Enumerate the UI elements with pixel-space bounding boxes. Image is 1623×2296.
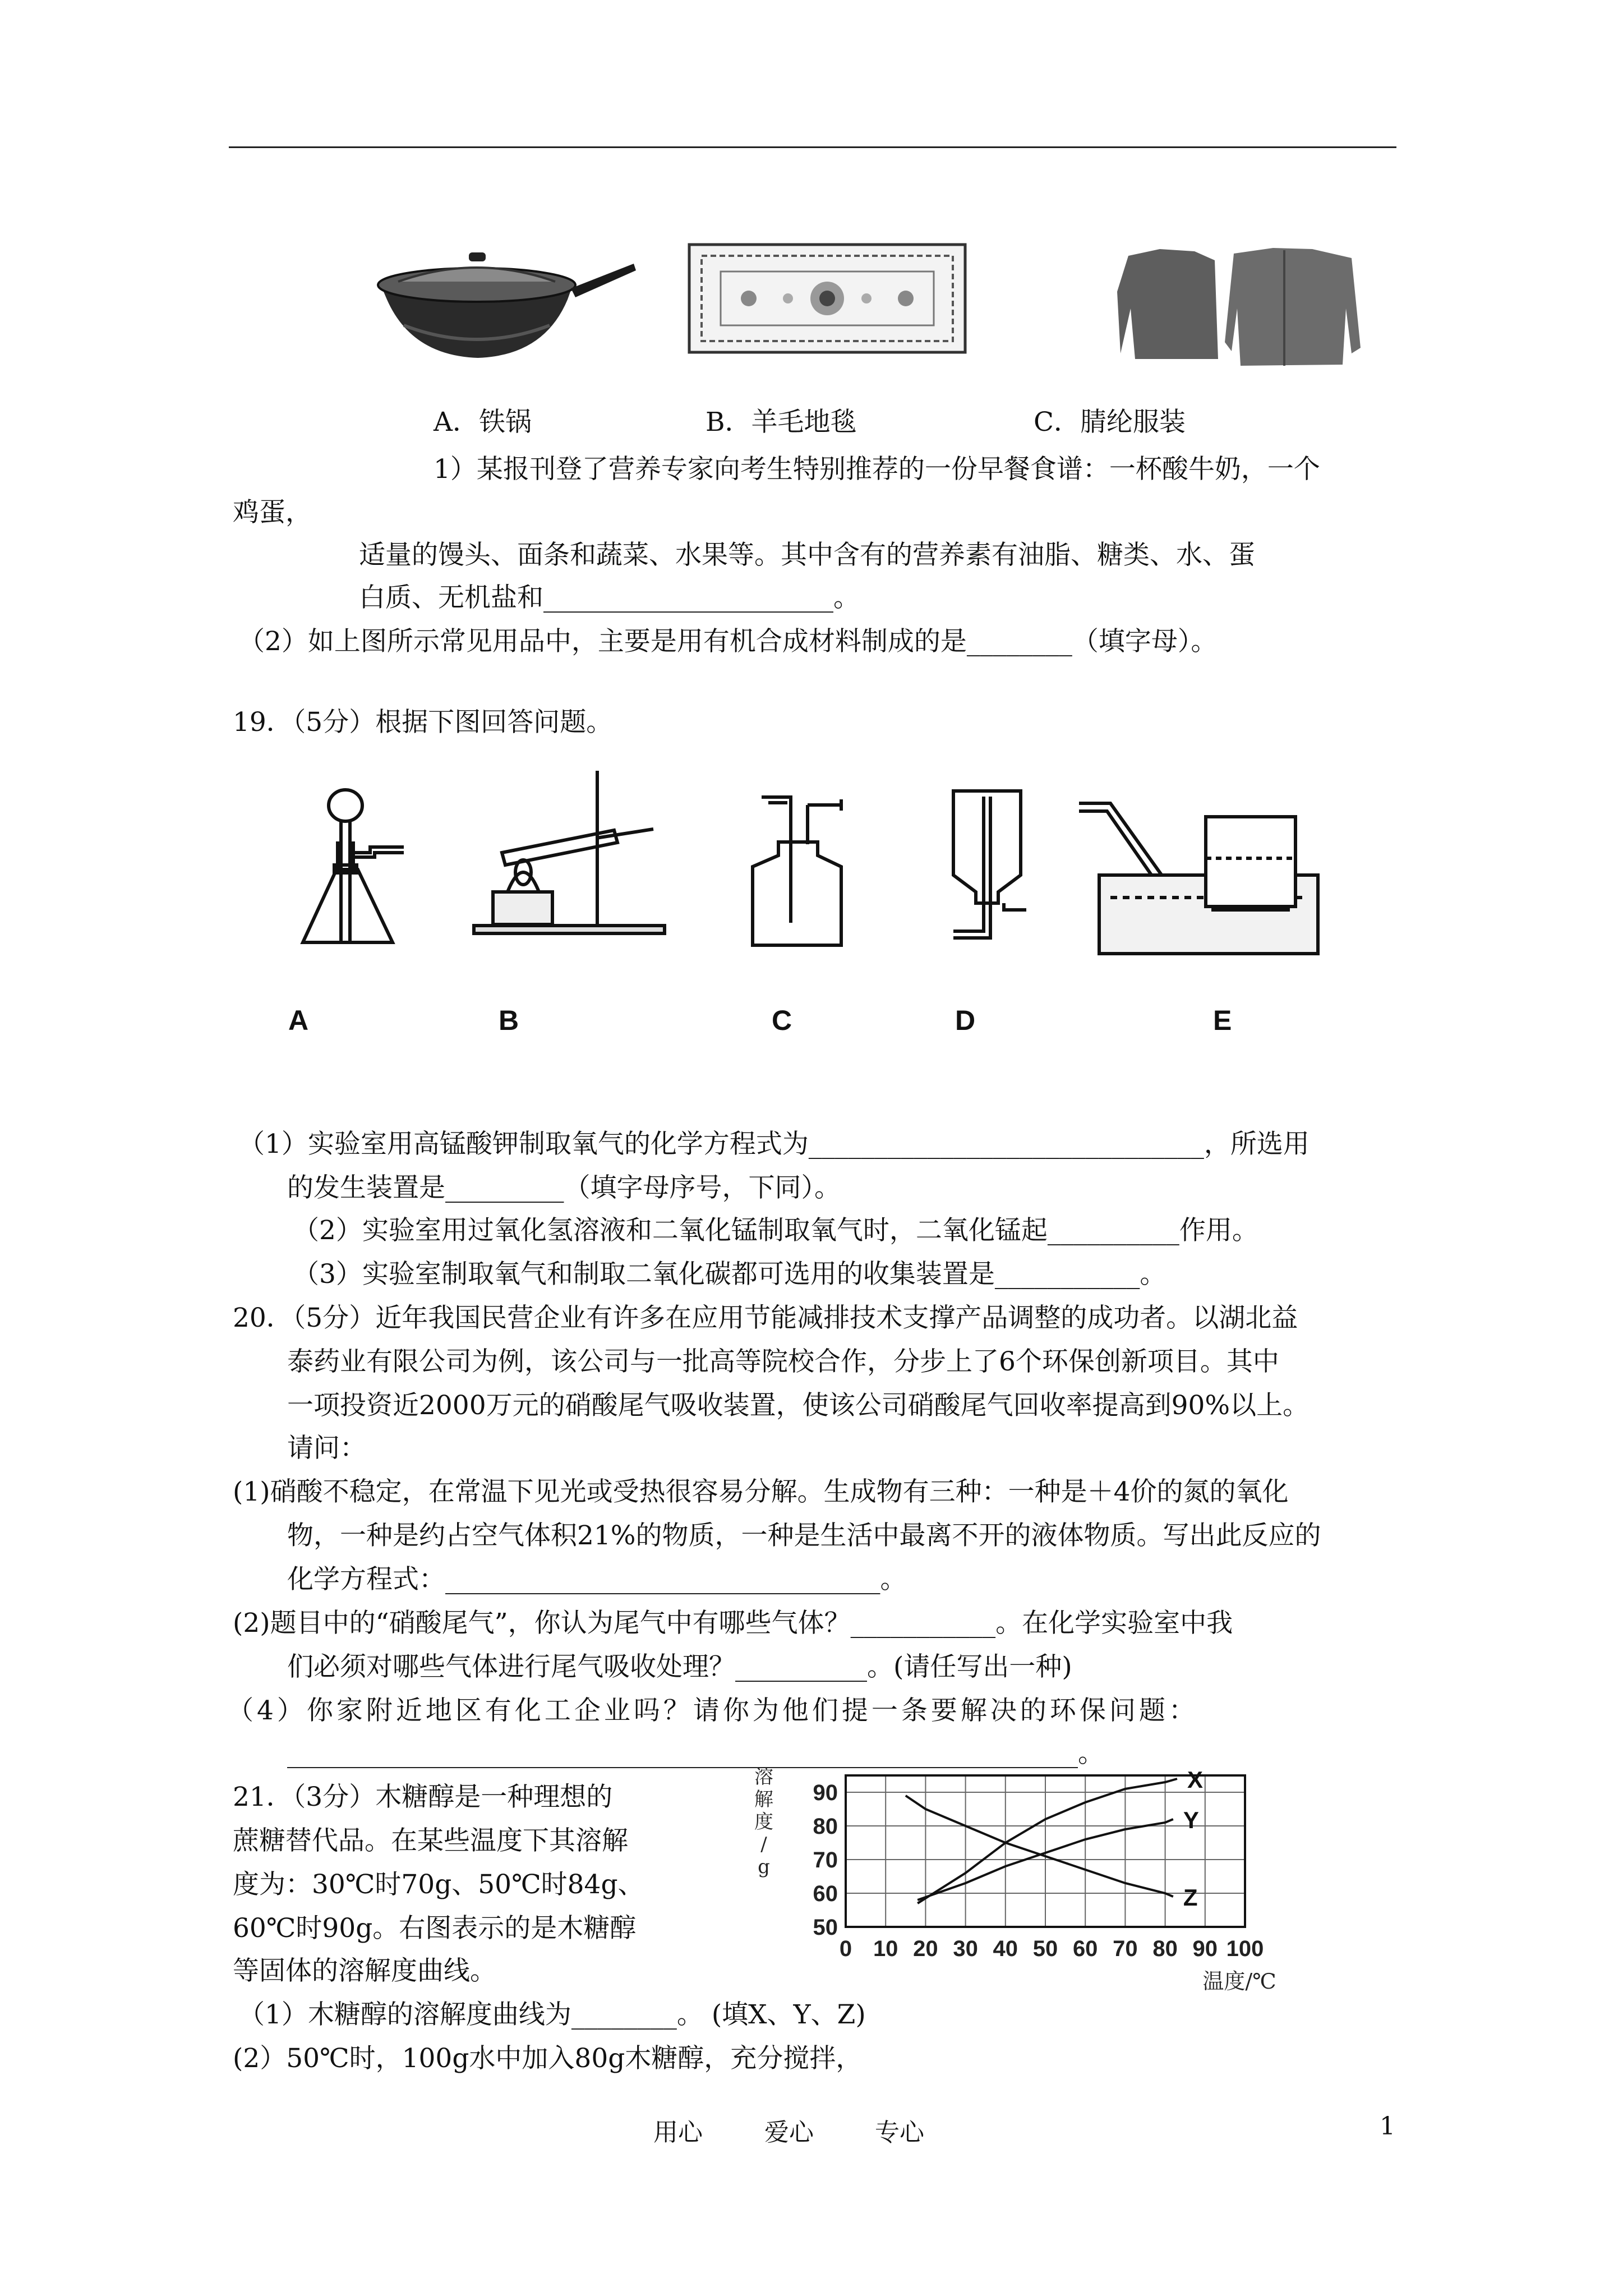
- x-tick-label: 30: [953, 1936, 978, 1961]
- x-tick-label: 40: [993, 1936, 1018, 1961]
- q19-part2: （2）实验室用过氧化氢溶液和二氧化锰制取氧气时，二氧化锰起__________作用。: [293, 1215, 1258, 1246]
- q19-part1-line2: 的发生装置是_________（填字母序号，下同）。: [287, 1172, 841, 1203]
- q20-line3: 一项投资近2000万元的硝酸尾气吸收装置，使该公司硝酸尾气回收率提高到90%以上。: [287, 1390, 1310, 1421]
- q21-part1: （1）木糖醇的溶解度曲线为________。 (填X、Y、Z): [238, 1999, 866, 2030]
- q21-line3: 度为：30℃时70g、50℃时84g、: [233, 1869, 644, 1900]
- y-axis-label-char: 度: [754, 1811, 773, 1833]
- option-a-label: A．铁锅: [434, 407, 532, 438]
- apparatus-a-flask-with-funnel: [297, 785, 421, 954]
- y-axis-label-char: g: [758, 1856, 770, 1878]
- apparatus-e-water-trough: [1077, 791, 1324, 959]
- q20-part1-line2: 物，一种是约占空气体积21%的物质，一种是生活中最离不开的液体物质。写出此反应的: [287, 1520, 1321, 1551]
- q21-line4: 60℃时90g。右图表示的是木糖醇: [233, 1913, 637, 1944]
- q18-part1-line3: 适量的馒头、面条和蔬菜、水果等。其中含有的营养素有油脂、糖类、水、蛋: [359, 540, 1255, 570]
- footer-text-1: 用心: [653, 2118, 703, 2147]
- apparatus-b-heating-tube: [468, 769, 670, 937]
- x-tick-label: 0: [839, 1936, 852, 1961]
- x-tick-label: 50: [1032, 1936, 1058, 1961]
- q19-title: 19．（5分）根据下图回答问题。: [233, 707, 613, 738]
- q21-part2: (2）50℃时，100g水中加入80g木糖醇，充分搅拌，: [233, 2043, 863, 2074]
- q20-part4-line1: （4）你家附近地区有化工企业吗？请你为他们提一条要解决的环保问题：: [227, 1695, 1198, 1726]
- series-label-z: Z: [1183, 1884, 1198, 1911]
- x-tick-label: 100: [1226, 1936, 1264, 1961]
- y-tick-label: 90: [813, 1780, 838, 1805]
- q21-line2: 蔗糖替代品。在某些温度下其溶解: [233, 1825, 628, 1856]
- y-axis-label-char: 解: [754, 1788, 773, 1811]
- q18-part1-line1: 1）某报刊登了营养专家向考生特别推荐的一份早餐食谱：一杯酸牛奶，一个: [434, 454, 1320, 485]
- option-c-label: C．腈纶服装: [1034, 407, 1186, 438]
- x-tick-label: 90: [1192, 1936, 1218, 1961]
- q18-part2: （2）如上图所示常见用品中，主要是用有机合成材料制成的是________（填字母）。: [238, 626, 1218, 657]
- series-label-y: Y: [1183, 1807, 1199, 1833]
- x-axis-label: 温度/℃: [1202, 1969, 1276, 1994]
- apparatus-c-gas-bottle: [746, 788, 858, 956]
- q20-part1-line1: (1)硝酸不稳定，在常温下见光或受热很容易分解。生成物有三种：一种是＋4价的氮的氧化: [233, 1476, 1289, 1507]
- q20-line1: 20．（5分）近年我国民营企业有许多在应用节能减排技术支撑产品调整的成功者。以湖北益: [233, 1303, 1298, 1333]
- apparatus-label-e: E: [1213, 1005, 1232, 1036]
- apparatus-label-d: D: [955, 1005, 976, 1036]
- y-tick-label: 60: [813, 1881, 838, 1906]
- q19-part3: （3）实验室制取氧气和制取二氧化碳都可选用的收集装置是___________。: [293, 1259, 1166, 1290]
- q20-line4: 请问：: [287, 1433, 366, 1464]
- acrylic-clothing-image: [1116, 241, 1363, 370]
- y-tick-label: 50: [813, 1915, 838, 1940]
- wok-image: [370, 241, 639, 365]
- y-axis-label-char: 溶: [754, 1766, 773, 1788]
- apparatus-d-inverted-bottle: [937, 785, 1049, 954]
- series-label-x: X: [1187, 1766, 1203, 1793]
- option-b-label: B．羊毛地毯: [706, 407, 857, 438]
- header-rule: [229, 146, 1396, 148]
- y-tick-label: 80: [813, 1814, 838, 1839]
- page-number: 1: [1380, 2112, 1395, 2141]
- x-tick-label: 60: [1072, 1936, 1098, 1961]
- q20-part2-line1: (2)题目中的“硝酸尾气”，你认为尾气中有哪些气体？___________。在化学实验室中我: [233, 1608, 1233, 1639]
- q20-part2-line2: 们必须对哪些气体进行尾气吸收处理？__________。(请任写出一种): [287, 1651, 1072, 1682]
- x-tick-label: 20: [913, 1936, 938, 1961]
- footer-text-2: 爱心: [764, 2118, 814, 2147]
- apparatus-label-b: B: [499, 1005, 519, 1036]
- x-tick-label: 10: [873, 1936, 898, 1961]
- y-tick-label: 70: [813, 1848, 838, 1872]
- q20-part1-line3: 化学方程式：_________________________________。: [287, 1564, 907, 1595]
- x-tick-label: 70: [1113, 1936, 1138, 1961]
- apparatus-label-a: A: [288, 1005, 309, 1036]
- q21-line5: 等固体的溶解度曲线。: [233, 1955, 496, 1986]
- q21-line1: 21．（3分）木糖醇是一种理想的: [233, 1782, 613, 1812]
- series-line-x: [917, 1779, 1177, 1903]
- q18-part1-line4: 白质、无机盐和______________________。: [359, 582, 860, 613]
- wool-carpet-image: [687, 242, 967, 355]
- y-axis-label-char: /: [760, 1833, 767, 1856]
- x-tick-label: 80: [1152, 1936, 1178, 1961]
- q19-part1-line1: （1）实验室用高锰酸钾制取氧气的化学方程式为______________________________，所选用: [238, 1129, 1310, 1159]
- q20-part4-line2: ____________________________________________________________。: [287, 1738, 1104, 1769]
- series-line-z: [906, 1796, 1173, 1897]
- solubility-chart: [740, 1759, 1380, 2005]
- footer-text-3: 专心: [875, 2118, 924, 2147]
- apparatus-label-c: C: [772, 1005, 792, 1036]
- q18-part1-line2: 鸡蛋，: [233, 497, 312, 528]
- q20-line2: 泰药业有限公司为例，该公司与一批高等院校合作，分步上了6个环保创新项目。其中: [287, 1346, 1279, 1377]
